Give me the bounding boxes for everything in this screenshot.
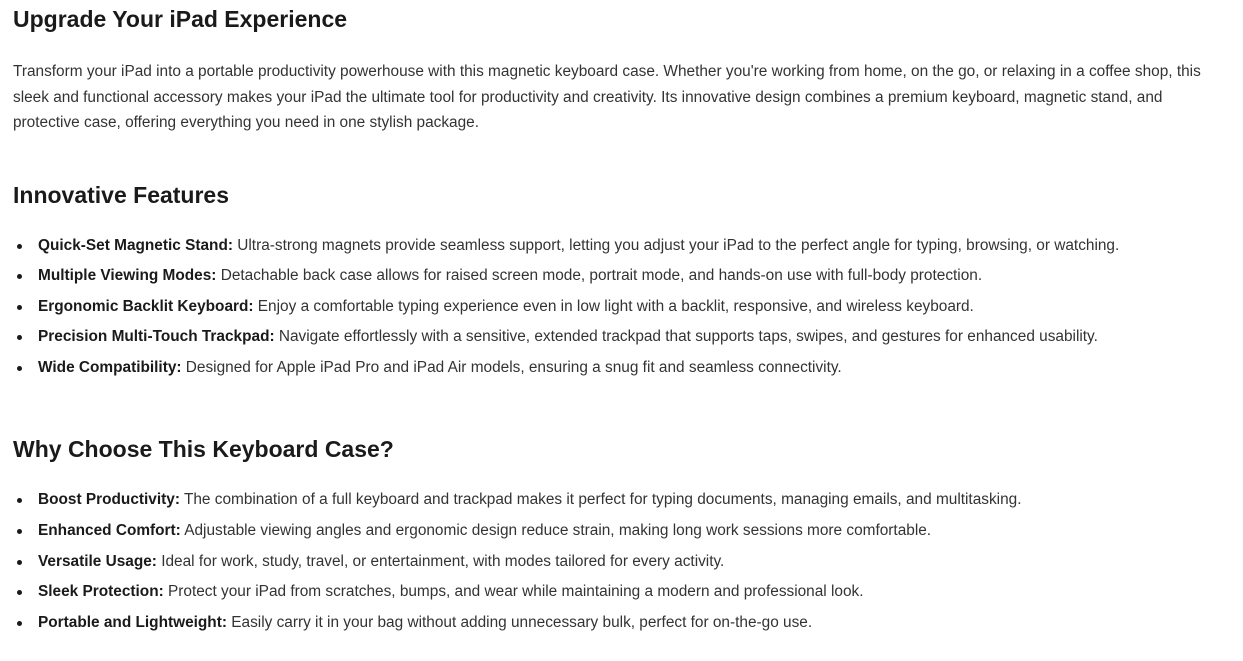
feature-text: Ultra-strong magnets provide seamless support, letting you adjust your iPad to the perfect angle for typing, browsing, or watching. [237,236,1120,254]
feature-title: Precision Multi-Touch Trackpad: [38,328,275,346]
list-item-feature [13,327,1230,347]
list-item-reason [13,613,1230,633]
section-heading-why: Why Choose This Keyboard Case? [13,436,394,463]
why-list [13,463,1230,632]
bullet-icon [17,560,22,565]
reason-title: Sleek Protection: [38,583,164,601]
list-item-feature [13,358,1230,378]
list-item-feature [13,236,1230,256]
feature-text: Detachable back case allows for raised screen mode, portrait mode, and hands-on use with full-body protection. [220,267,983,285]
bullet-icon [17,590,22,595]
feature-title: Multiple Viewing Modes: [38,267,217,285]
feature-title: Ergonomic Backlit Keyboard: [38,297,254,315]
list-item-reason [13,552,1230,572]
reason-title: Versatile Usage: [38,552,157,570]
feature-text: Designed for Apple iPad Pro and iPad Air models, ensuring a snug fit and seamless connectivity. [185,358,842,376]
bullet-icon [17,498,22,503]
bullet-icon [17,366,22,371]
section-heading-intro: Upgrade Your iPad Experience [13,6,348,32]
features-list [13,209,1230,378]
reason-text: The combination of a full keyboard and trackpad makes it perfect for typing documents, managing emails, and multitasking. [183,491,1022,509]
reason-text: Protect your iPad from scratches, bumps, and wear while maintaining a modern and professional look. [168,583,864,601]
feature-text: Enjoy a comfortable typing experience even in low light with a backlit, responsive, and wireless keyboard. [257,297,974,315]
list-item-feature [13,266,1230,286]
feature-title: Quick-Set Magnetic Stand: [38,236,233,254]
reason-text: Adjustable viewing angles and ergonomic design reduce strain, making long work sessions more comfortable. [184,522,932,540]
reason-title: Boost Productivity: [38,491,180,509]
list-item-feature [13,297,1230,317]
list-item-reason [13,521,1230,541]
feature-text: Navigate effortlessly with a sensitive, extended trackpad that supports taps, swipes, and gestures for enhanced usability. [278,328,1098,346]
bullet-icon [17,529,22,534]
reason-text: Easily carry it in your bag without adding unnecessary bulk, perfect for on-the-go use. [231,613,813,631]
list-item-reason [13,490,1230,510]
bullet-icon [17,305,22,310]
bullet-icon [17,274,22,279]
list-item-reason [13,582,1230,602]
section-heading-features: Innovative Features [13,181,230,208]
reason-title: Enhanced Comfort: [38,522,181,540]
reason-text: Ideal for work, study, travel, or entertainment, with modes tailored for every activity. [161,552,725,570]
bullet-icon [17,244,22,249]
feature-title: Wide Compatibility: [38,358,182,376]
intro-paragraph: Transform your iPad into a portable productivity powerhouse with this magnetic keyboard case. Whether you're working from home, on the go, or relaxing in a coffee shop, this sleek and functional accessory makes your iPad the ultimate tool for productivity and creativity. Its innovative design combines a premium keyboard, magnetic stand, and protective case, offering everything you need in one stylish package. [13,63,1201,131]
bullet-icon [17,621,22,626]
reason-title: Portable and Lightweight: [38,613,227,631]
bullet-icon [17,335,22,340]
